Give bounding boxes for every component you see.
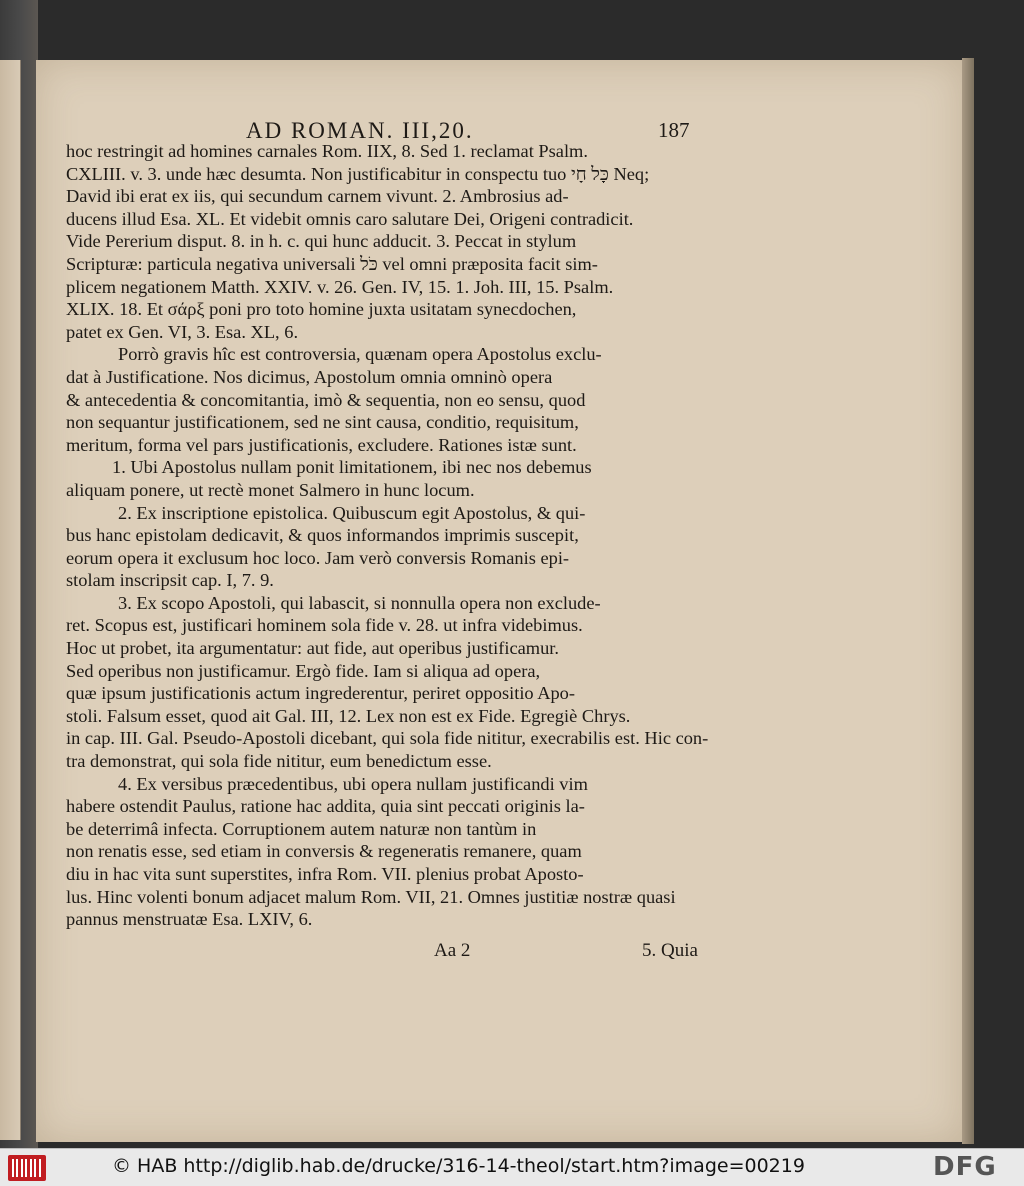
dfg-logo: DFG [933, 1152, 997, 1182]
copyright-url-text[interactable]: © HAB http://diglib.hab.de/drucke/316-14-theol/start.htm?image=00219 [112, 1155, 805, 1177]
text-line: Sed operibus non justificamur. Ergò fide. Iam si aliqua ad opera, [66, 660, 541, 681]
signature-mark: Aa 2 [434, 940, 471, 961]
text-line: tra demonstrat, qui sola fide nititur, eum benedictum esse. [66, 751, 492, 772]
text-line: non renatis esse, sed etiam in conversis & regeneratis remanere, quam [66, 841, 582, 862]
text-line: 2. Ex inscriptione epistolica. Quibuscum egit Apostolus, & qui- [118, 502, 586, 523]
catchword: 5. Quia [642, 940, 698, 961]
text-line: aliquam ponere, ut rectè monet Salmero in hunc locum. [66, 479, 475, 500]
text-line: eorum opera it exclusum hoc loco. Jam verò conversis Romanis epi- [66, 547, 570, 568]
running-header: AD ROMAN. III,20. [246, 118, 474, 143]
text-line: bus hanc epistolam dedicavit, & quos informandos imprimis suscepit, [66, 525, 579, 546]
text-line: ret. Scopus est, justificari hominem sola fide v. 28. ut infra videbimus. [66, 615, 583, 636]
text-line: 4. Ex versibus præcedentibus, ubi opera nullam justificandi vim [118, 773, 588, 794]
text-line: XLIX. 18. Et σάρξ poni pro toto homine juxta usitatam synecdochen, [66, 299, 577, 320]
text-line: lus. Hinc volenti bonum adjacet malum Rom. VII, 21. Omnes justitiæ nostræ quasi [66, 886, 676, 907]
text-line: Vide Pererium disput. 8. in h. c. qui hunc adducit. 3. Peccat in stylum [66, 231, 577, 252]
text-line: Scripturæ: particula negativa universali כֹּל vel omni præposita facit sim- [66, 253, 598, 274]
text-line: ducens illud Esa. XL. Et videbit omnis caro salutare Dei, Origeni contradicit. [66, 208, 634, 229]
text-line: plicem negationem Matth. XXIV. v. 26. Gen. IV, 15. 1. Joh. III, 15. Psalm. [66, 276, 614, 297]
text-line: & antecedentia & concomitantia, imò & sequentia, non eo sensu, quod [66, 389, 586, 410]
text-line: dat à Justificatione. Nos dicimus, Apostolum omnia omninò opera [66, 366, 553, 387]
viewer-footer [0, 1148, 1024, 1186]
page-edge-shadow [962, 58, 974, 1144]
text-line: pannus menstruatæ Esa. LXIV, 6. [66, 909, 313, 930]
text-line: quæ ipsum justificationis actum ingrederentur, periret oppositio Apo- [66, 683, 576, 704]
text-line: meritum, forma vel pars justificationis, excludere. Rationes istæ sunt. [66, 434, 577, 455]
text-line: CXLIII. v. 3. unde hæc desumta. Non justificabitur in conspectu tuo כָּל חָי Neq; [66, 163, 650, 184]
text-line: stoli. Falsum esset, quod ait Gal. III, 12. Lex non est ex Fide. Egregiè Chrys. [66, 705, 631, 726]
text-line: 1. Ubi Apostolus nullam ponit limitationem, ibi nec nos debemus [112, 457, 592, 478]
page-number: 187 [658, 118, 690, 142]
text-line: hoc restringit ad homines carnales Rom. IIX, 8. Sed 1. reclamat Psalm. [66, 141, 588, 161]
book-page [36, 60, 962, 1142]
text-line: stolam inscripsit cap. I, 7. 9. [66, 570, 274, 591]
text-line: be deterrimâ infecta. Corruptionem autem naturæ non tantùm in [66, 818, 537, 839]
text-line: in cap. III. Gal. Pseudo-Apostoli dicebant, qui sola fide nititur, execrabilis est. Hic con- [66, 728, 709, 749]
text-line: Porrò gravis hîc est controversia, quænam opera Apostolus exclu- [118, 344, 602, 365]
text-line: habere ostendit Paulus, ratione hac addita, quia sint peccati originis la- [66, 796, 585, 817]
barcode-icon [8, 1155, 46, 1181]
text-line: Hoc ut probet, ita argumentatur: aut fide, aut operibus justificamur. [66, 638, 560, 659]
previous-page-edge [0, 60, 21, 1140]
text-line: diu in hac vita sunt superstites, infra Rom. VII. plenius probat Aposto- [66, 864, 584, 884]
text-line: 3. Ex scopo Apostoli, qui labascit, si nonnulla opera non exclude- [118, 592, 601, 613]
body-text [66, 140, 709, 931]
text-line: David ibi erat ex iis, qui secundum carnem vivunt. 2. Ambrosius ad- [66, 186, 569, 207]
text-line: patet ex Gen. VI, 3. Esa. XL, 6. [66, 321, 299, 342]
text-line: non sequantur justificationem, sed ne sint causa, conditio, requisitum, [66, 412, 579, 433]
